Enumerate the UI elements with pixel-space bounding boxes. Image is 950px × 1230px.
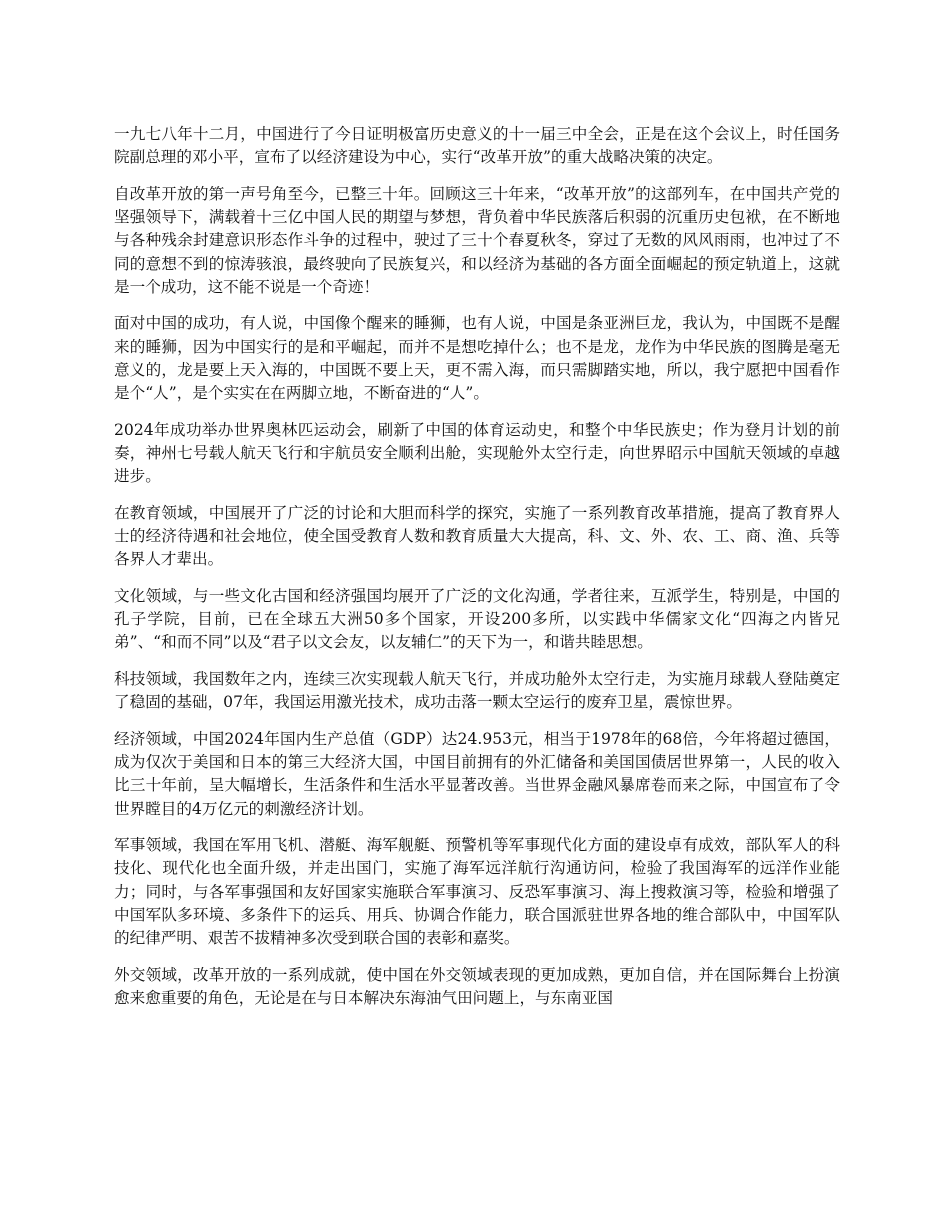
paragraph-9: 军事领域，我国在军用飞机、潜艇、海军舰艇、预警机等军事现代化方面的建设卓有成效，部队军人的科技化、现代化也全面升级，并走出国门，实施了海军远洋航行沟通访问，检验了我国海军的远洋作业能力；同时，与各军事强国和友好国家实施联合军事演习、反恐军事演习、海上搜救演习等，检验和增强了中国军队多环境、多条件下的运兵、用兵、协调合作能力，联合国派驻世界各地的维合部队中，中国军队的纪律严明、艰苦不拔精神多次受到联合国的表彰和嘉奖。 <box>114 836 840 948</box>
paragraph-2: 自改革开放的第一声号角至今，已整三十年。回顾这三十年来，“改革开放”的这部列车，在中国共产党的坚强领导下，满载着十三亿中国人民的期望与梦想，背负着中华民族落后积弱的沉重历史包袱，在不断地与各种残余封建意识形态作斗争的过程中，驶过了三十个春夏秋冬，穿过了无数的风风雨雨，也冲过了不同的意想不到的惊涛骇浪，最终驶向了民族复兴，和以经济为基础的各方面全面崛起的预定轨道上，这就是一个成功，这不能不说是一个奇迹！ <box>114 184 840 296</box>
paragraph-7: 科技领域，我国数年之内，连续三次实现载人航天飞行，并成功舱外太空行走，为实施月球载人登陆奠定了稳固的基础，07年，我国运用激光技术，成功击落一颗太空运行的废弃卫星，震惊世界。 <box>114 670 840 712</box>
paragraph-3: 面对中国的成功，有人说，中国像个醒来的睡狮，也有人说，中国是条亚洲巨龙，我认为，中国既不是醒来的睡狮，因为中国实行的是和平崛起，而并不是想吃掉什么；也不是龙，龙作为中华民族的图腾是毫无意义的，龙是要上天入海的，中国既不要上天，更不需入海，而只需脚踏实地，所以，我宁愿把中国看作是个“人”，是个实实在在两脚立地，不断奋进的“人”。 <box>114 314 840 403</box>
paragraph-6: 文化领域，与一些文化古国和经济强国均展开了广泛的文化沟通，学者往来，互派学生，特别是，中国的孔子学院，目前，已在全球五大洲50多个国家，开设200多所，以实践中华儒家文化“四海之内皆兄弟”、“和而不同”以及“君子以文会友，以友辅仁”的天下为一，和谐共睦思想。 <box>114 586 840 652</box>
paragraph-8: 经济领域，中国2024年国内生产总值（GDP）达24.953元，相当于1978年的68倍，今年将超过德国，成为仅次于美国和日本的第三大经济大国，中国目前拥有的外汇储备和美国国债居世界第一，人民的收入比三十年前，呈大幅增长，生活条件和生活水平显著改善。当世界金融风暴席卷而来之际，中国宣布了令世界瞠目的4万亿元的刺激经济计划。 <box>114 729 840 818</box>
paragraph-10: 外交领域，改革开放的一系列成就，使中国在外交领域表现的更加成熟，更加自信，并在国际舞台上扮演愈来愈重要的角色，无论是在与日本解决东海油气田问题上，与东南亚国 <box>114 965 840 1007</box>
paragraph-4: 2024年成功举办世界奥林匹运动会，刷新了中国的体育运动史，和整个中华民族史；作为登月计划的前奏，神州七号载人航天飞行和宇航员安全顺利出舱，实现舱外太空行走，向世界昭示中国航天领域的卓越进步。 <box>114 420 840 486</box>
paragraph-5: 在教育领域，中国展开了广泛的讨论和大胆而科学的探究，实施了一系列教育改革措施，提高了教育界人士的经济待遇和社会地位，使全国受教育人数和教育质量大大提高，科、文、外、农、工、商、渔、兵等各界人才辈出。 <box>114 503 840 569</box>
paragraph-1: 一九七八年十二月，中国进行了今日证明极富历史意义的十一届三中全会，正是在这个会议上，时任国务院副总理的邓小平，宣布了以经济建设为中心，实行“改革开放”的重大战略决策的决定。 <box>114 125 840 167</box>
document-body <box>114 123 840 1024</box>
